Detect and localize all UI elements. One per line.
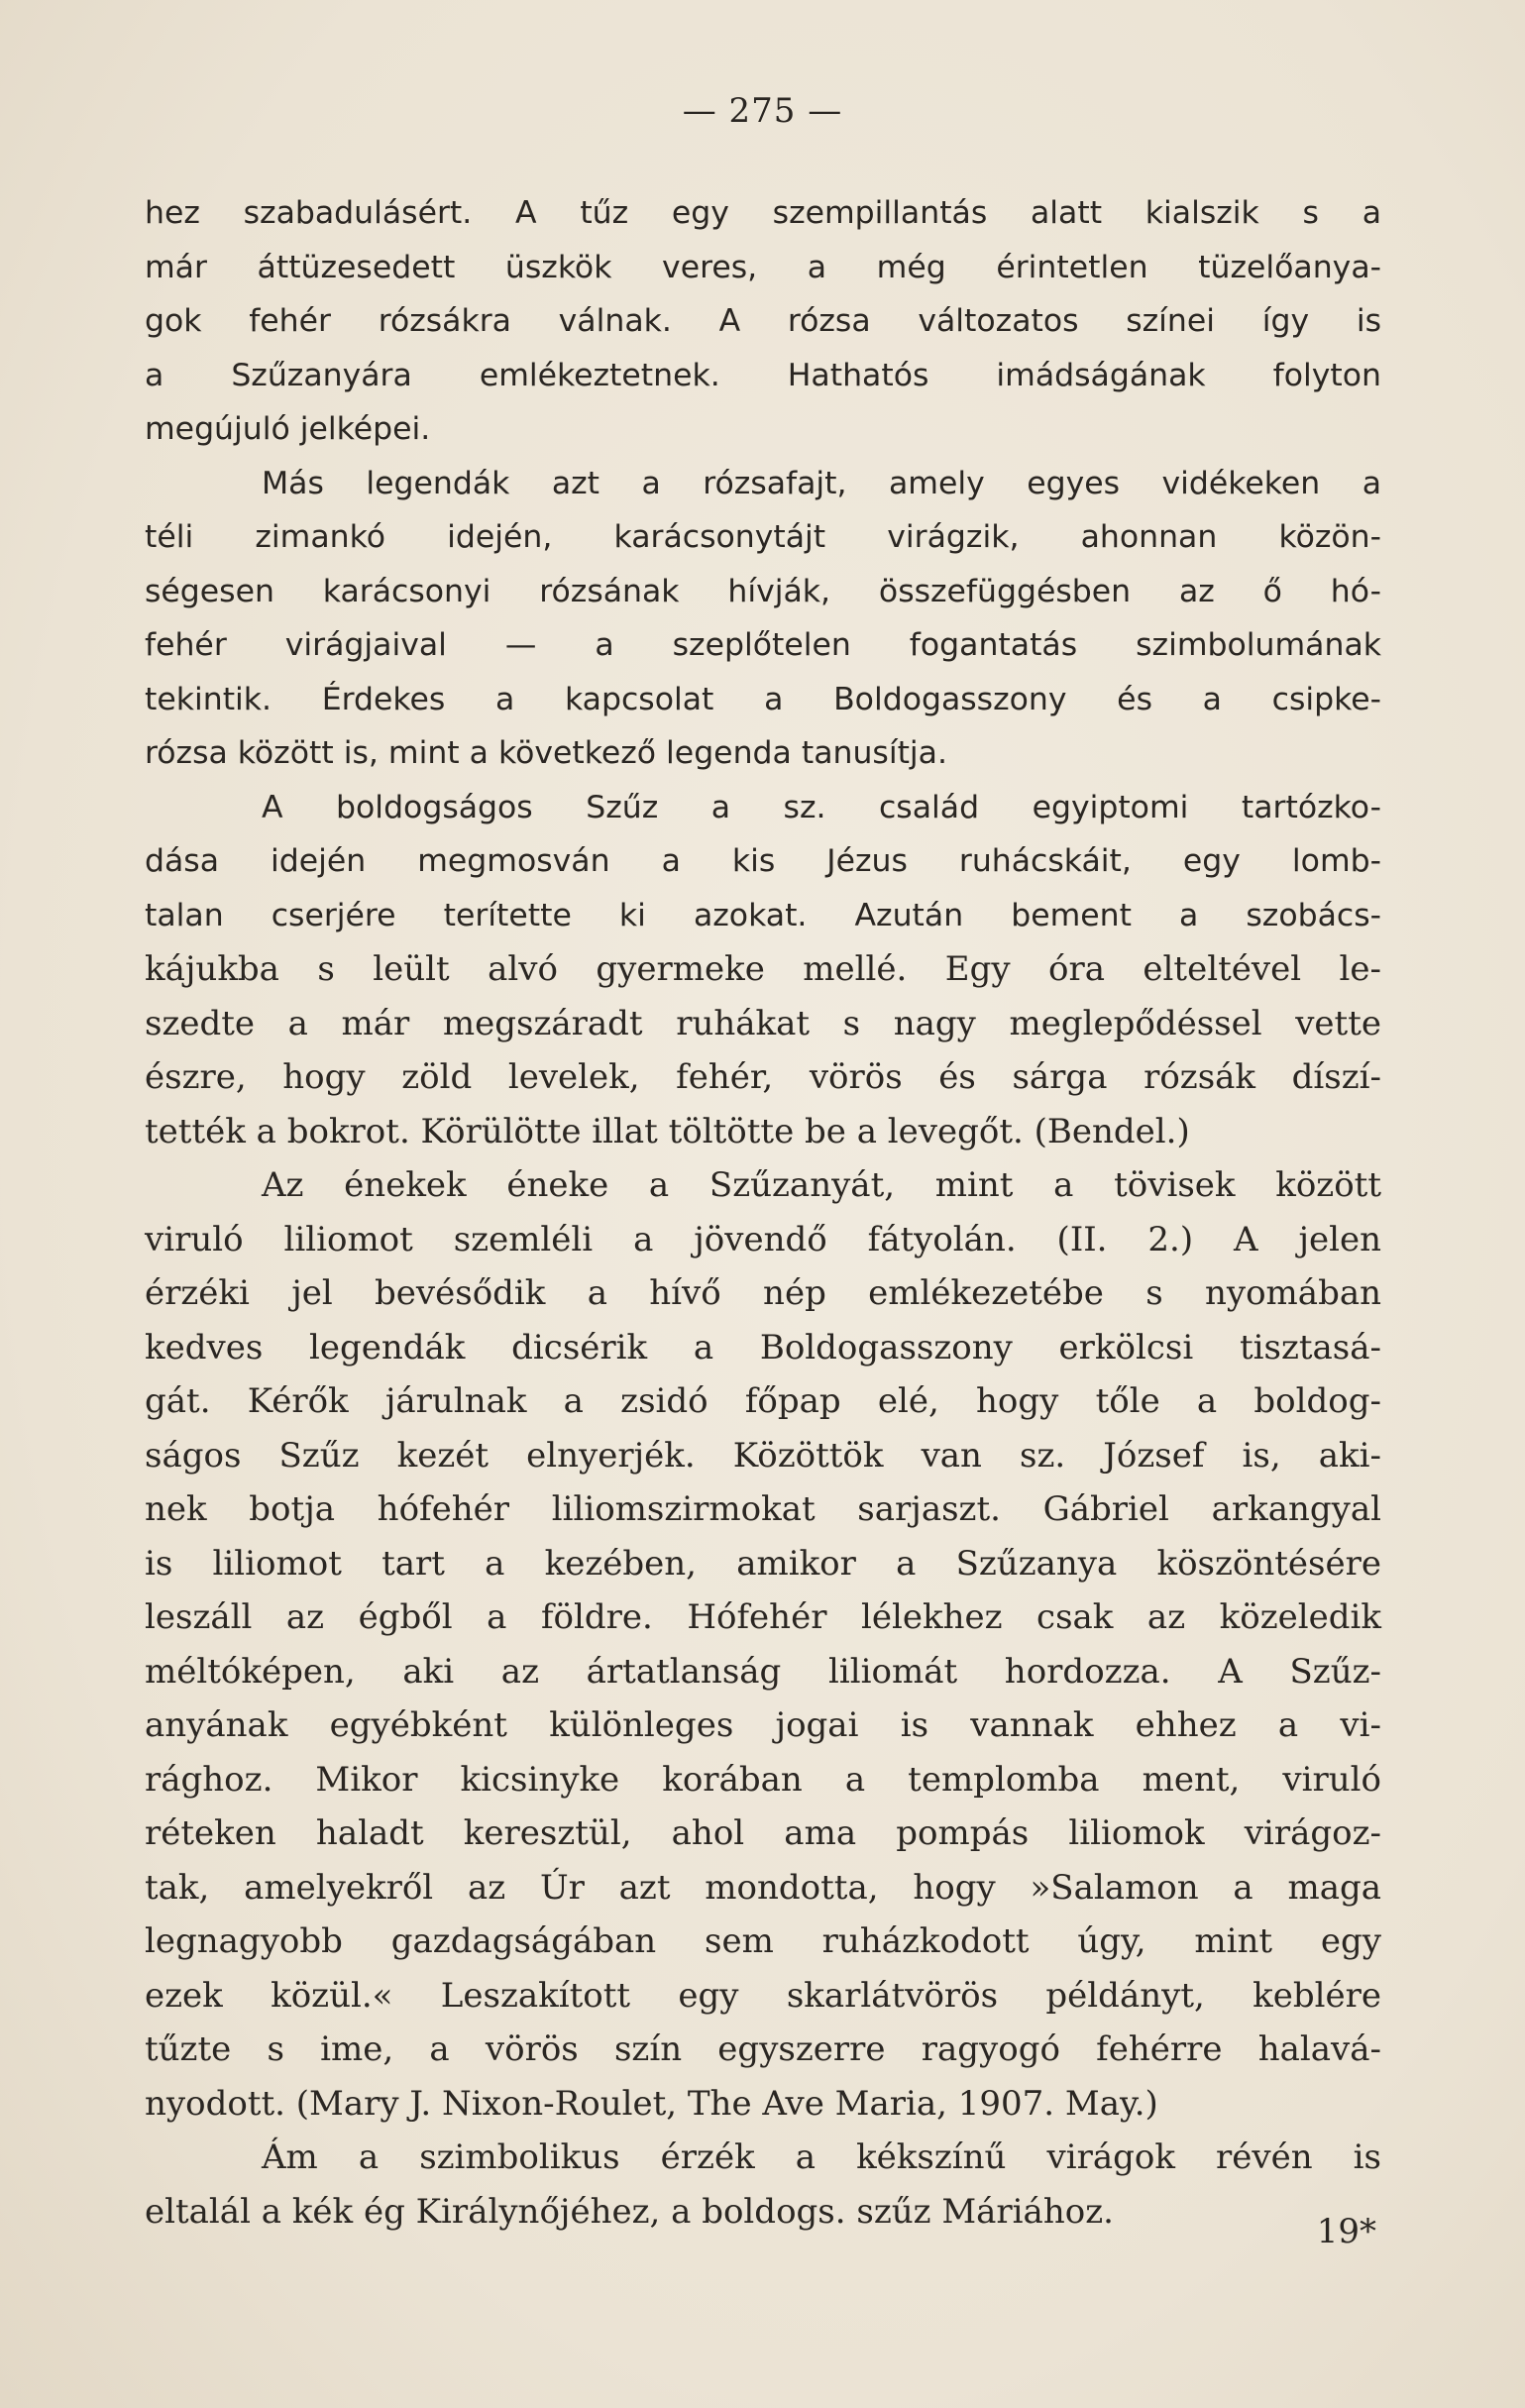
text-line: megújuló jelképei. <box>145 411 431 447</box>
text-line: tekintik. Érdekes a kapcsolat a Boldogasszony és a csipke- <box>145 681 1381 717</box>
text-line: gok fehér rózsákra válnak. A rózsa változatos színei így is <box>145 303 1381 339</box>
body-text <box>145 186 1381 2239</box>
page-number: — 275 — <box>682 91 843 131</box>
text-line: legnagyobb gazdagságában sem ruházkodott úgy, mint egy <box>145 1921 1381 1961</box>
text-line: észre, hogy zöld levelek, fehér, vörös és sárga rózsák díszí- <box>145 1057 1381 1097</box>
text-line: Más legendák azt a rózsafajt, amely egyes vidékeken a <box>262 465 1381 501</box>
signature-mark: 19* <box>1316 2212 1376 2251</box>
text-line: eltalál a kék ég Királynőjéhez, a boldogs. szűz Máriához. <box>145 2191 1114 2232</box>
text-line: anyának egyébként különleges jogai is vannak ehhez a vi- <box>145 1705 1381 1745</box>
text-line: leszáll az égből a földre. Hófehér lélekhez csak az közeledik <box>145 1597 1381 1637</box>
text-line: rághoz. Mikor kicsinyke korában a templomba ment, viruló <box>145 1759 1381 1800</box>
text-line: gát. Kérők járulnak a zsidó főpap elé, hogy tőle a boldog- <box>145 1381 1381 1421</box>
text-line: rózsa között is, mint a következő legenda tanusítja. <box>145 735 948 771</box>
text-line: fehér virágjaival — a szeplőtelen fogantatás szimbolumának <box>145 627 1381 663</box>
text-line: nek botja hófehér liliomszirmokat sarjaszt. Gábriel arkangyal <box>145 1489 1381 1529</box>
text-line: ságos Szűz kezét elnyerjék. Közöttök van sz. József is, aki- <box>145 1435 1381 1476</box>
text-line: érzéki jel bevésődik a hívő nép emlékezetébe s nyomában <box>145 1273 1381 1313</box>
text-line: a Szűzanyára emlékeztetnek. Hathatós imádságának folyton <box>145 357 1381 393</box>
text-line: talan cserjére terítette ki azokat. Azután bement a szobács- <box>145 897 1381 933</box>
text-line: kedves legendák dicsérik a Boldogasszony erkölcsi tisztasá- <box>145 1327 1381 1368</box>
text-line: Az énekek éneke a Szűzanyát, mint a tövisek között <box>262 1165 1381 1205</box>
text-line: réteken haladt keresztül, ahol ama pompás liliomok virágoz- <box>145 1813 1381 1853</box>
text-line: kájukba s leült alvó gyermeke mellé. Egy óra elteltével le- <box>145 949 1381 989</box>
text-line: viruló liliomot szemléli a jövendő fátyolán. (II. 2.) A jelen <box>145 1219 1381 1259</box>
text-line: tak, amelyekről az Úr azt mondotta, hogy »Salamon a maga <box>145 1867 1381 1908</box>
text-line: ségesen karácsonyi rózsának hívják, összefüggésben az ő hó- <box>145 573 1381 609</box>
text-line: téli zimankó idején, karácsonytájt virágzik, ahonnan közön- <box>145 519 1381 555</box>
text-line: szedte a már megszáradt ruhákat s nagy meglepődéssel vette <box>145 1003 1381 1043</box>
text-line: ezek közül.« Leszakított egy skarlátvörös példányt, keblére <box>145 1975 1381 2016</box>
text-line: nyodott. (Mary J. Nixon-Roulet, The Ave Maria, 1907. May.) <box>145 2083 1158 2124</box>
text-line: hez szabadulásért. A tűz egy szempillantás alatt kialszik s a <box>145 195 1381 231</box>
text-line: Ám a szimbolikus érzék a kékszínű virágok révén is <box>262 2137 1381 2177</box>
text-line: méltóképen, aki az ártatlanság liliomát hordozza. A Szűz- <box>145 1651 1381 1692</box>
text-line: dása idején megmosván a kis Jézus ruhácskáit, egy lomb- <box>145 843 1381 879</box>
text-line: tették a bokrot. Körülötte illat töltötte be a levegőt. (Bendel.) <box>145 1111 1190 1151</box>
text-line: tűzte s ime, a vörös szín egyszerre ragyogó fehérre halavá- <box>145 2029 1381 2069</box>
text-line: A boldogságos Szűz a sz. család egyiptomi tartózko- <box>262 789 1381 825</box>
text-line: már áttüzesedett üszkök veres, a még érintetlen tüzelőanya- <box>145 249 1381 285</box>
text-line: is liliomot tart a kezében, amikor a Szűzanya köszöntésére <box>145 1543 1381 1584</box>
